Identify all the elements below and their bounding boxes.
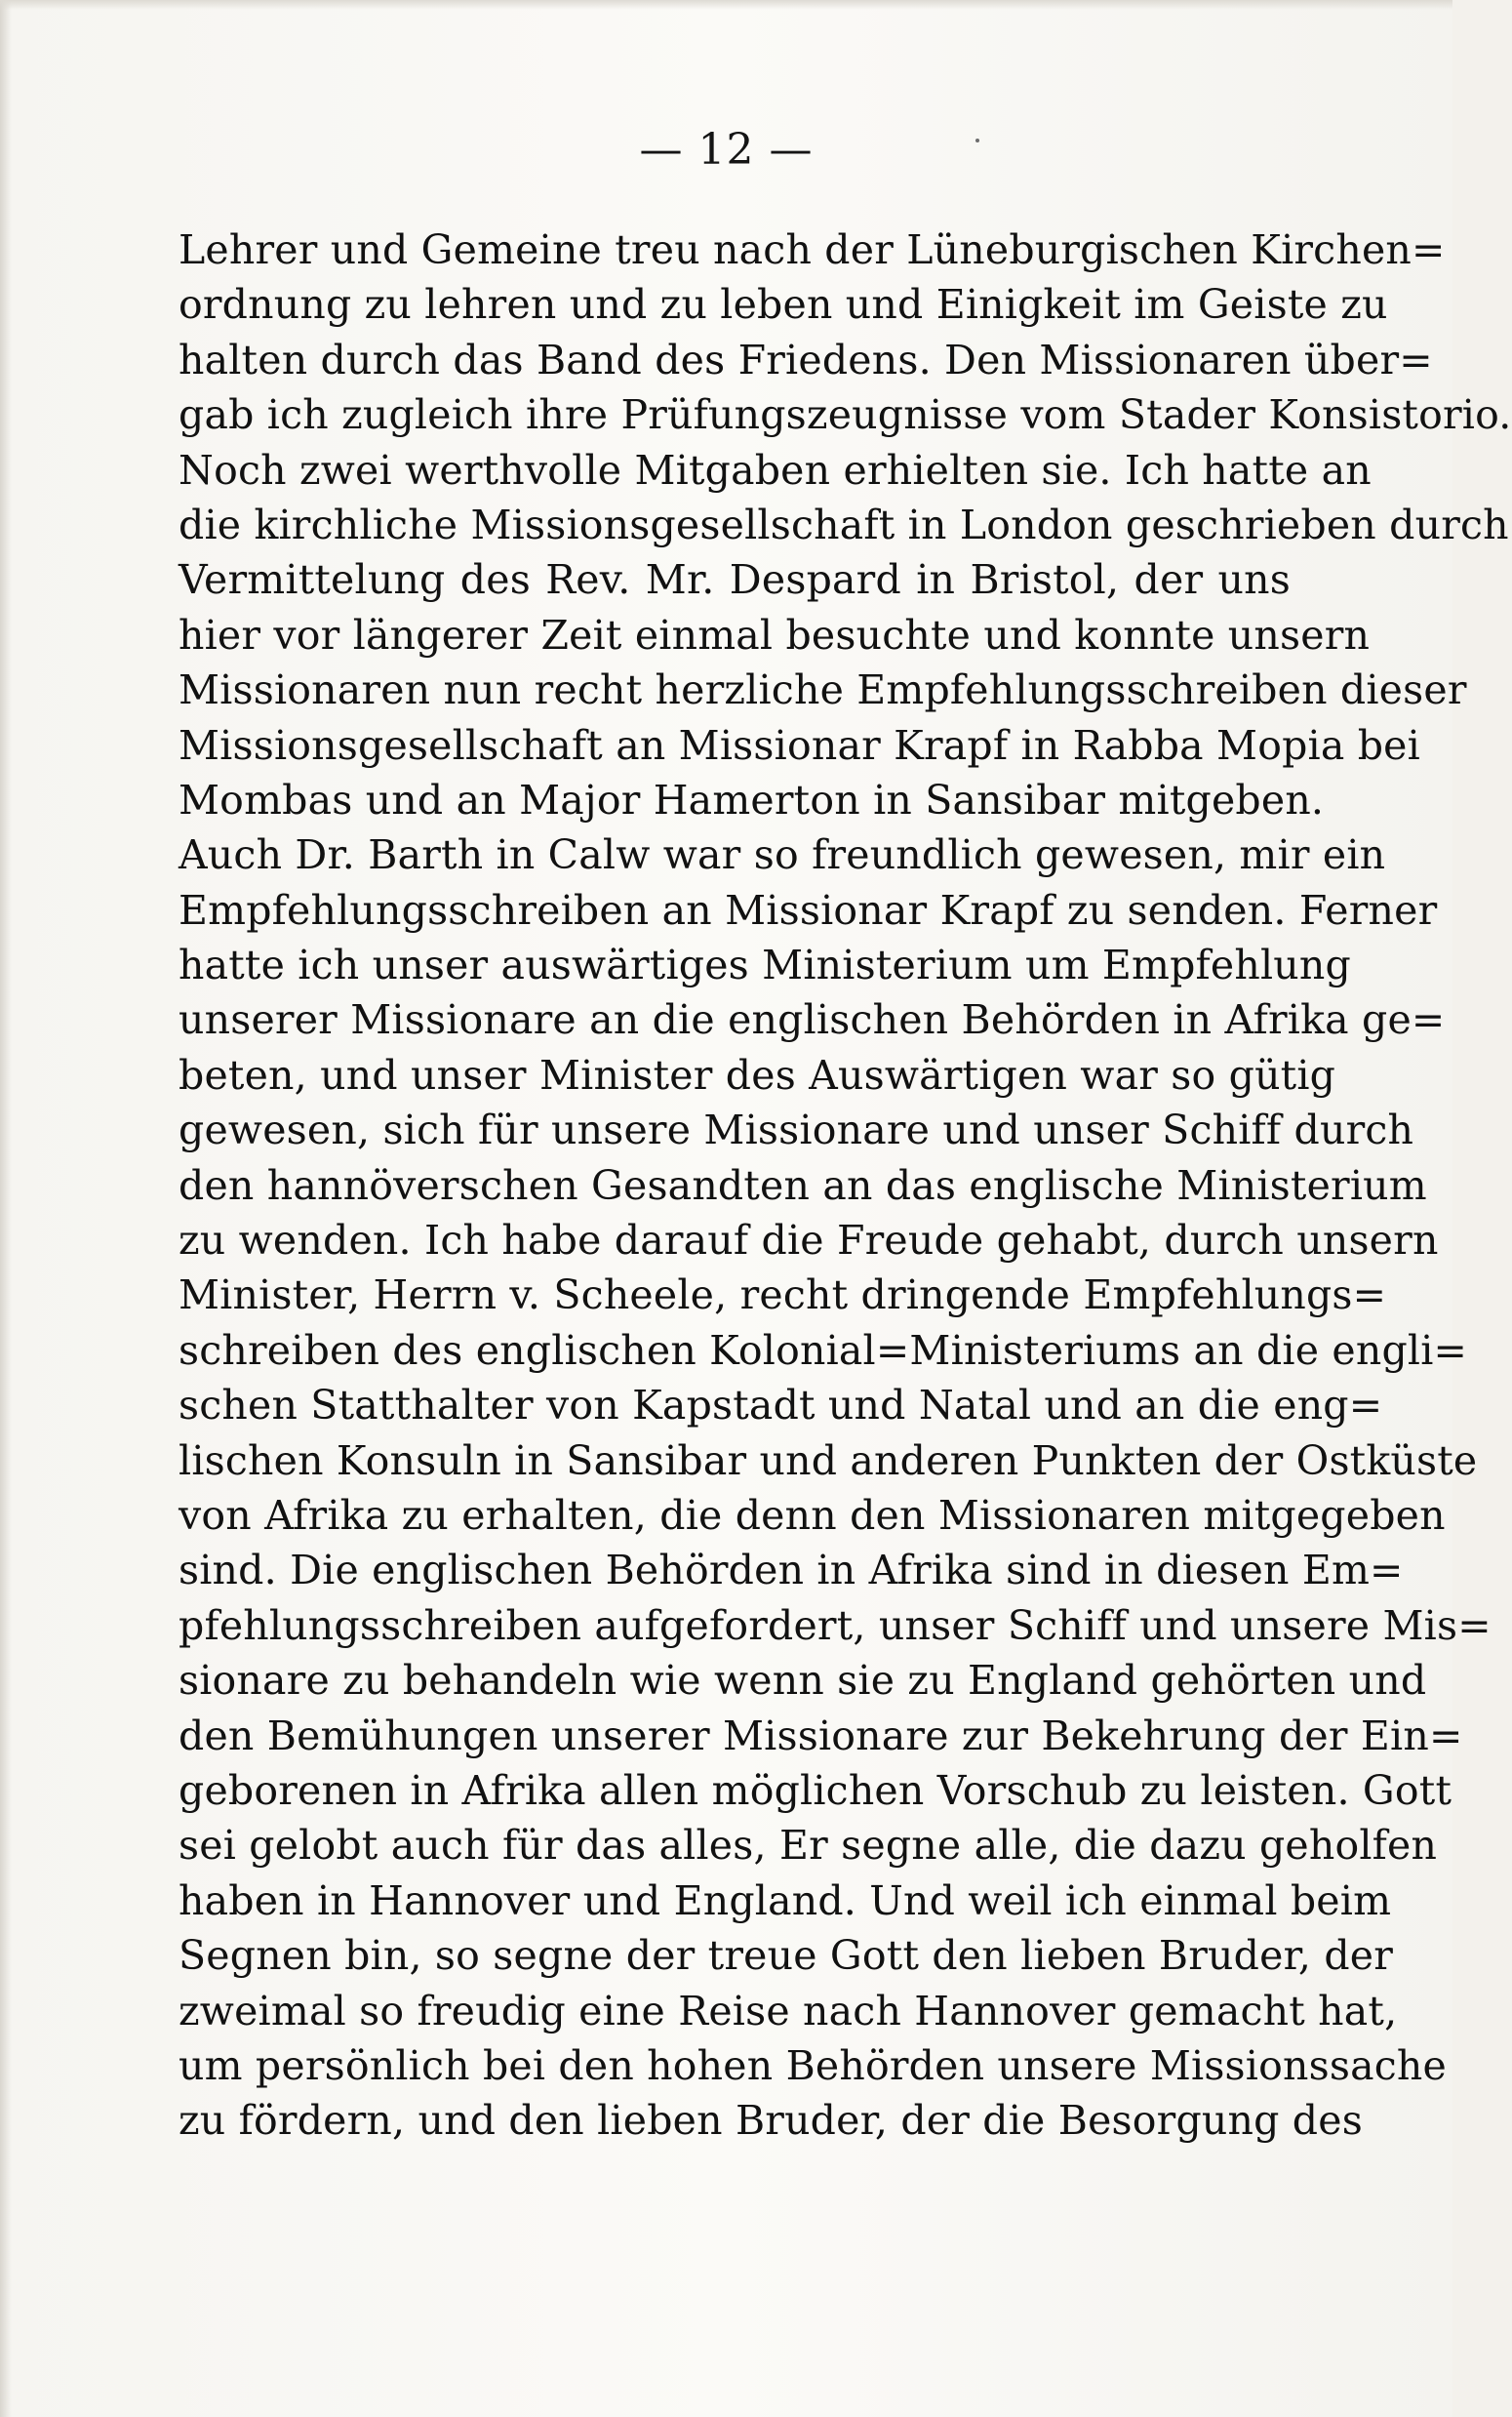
text-line: den hannöverschen Gesandten an das englische Ministerium — [179, 1161, 1427, 1209]
text-line: Missionaren nun recht herzliche Empfehlungsschreiben dieser — [179, 666, 1467, 714]
text-line: um persönlich bei den hohen Behörden unsere Missionssache — [179, 2041, 1447, 2089]
page-shadow-top — [0, 0, 1452, 10]
text-line: von Afrika zu erhalten, die denn den Missionaren mitgegeben — [179, 1491, 1446, 1539]
text-line: unserer Missionare an die englischen Behörden in Afrika ge= — [179, 996, 1446, 1044]
text-line: Minister, Herrn v. Scheele, recht dringende Empfehlungs= — [179, 1271, 1387, 1319]
text-line: sei gelobt auch für das alles, Er segne alle, die dazu geholfen — [179, 1822, 1438, 1870]
text-line: ordnung zu lehren und zu leben und Einigkeit im Geiste zu — [179, 281, 1388, 329]
text-line: hier vor längerer Zeit einmal besuchte und konnte unsern — [179, 611, 1371, 659]
text-line: Auch Dr. Barth in Calw war so freundlich gewesen, mir ein — [179, 831, 1386, 879]
text-line: Missionsgesellschaft an Missionar Krapf in Rabba Mopia bei — [179, 721, 1420, 769]
text-line: den Bemühungen unserer Missionare zur Bekehrung der Ein= — [179, 1712, 1463, 1759]
text-line: Vermittelung des Rev. Mr. Despard in Bristol, der uns — [179, 556, 1291, 604]
text-line: Empfehlungsschreiben an Missionar Krapf zu senden. Ferner — [179, 886, 1438, 934]
text-line: lischen Konsuln in Sansibar und anderen Punkten der Ostküste — [179, 1436, 1478, 1484]
text-line: zweimal so freudig eine Reise nach Hannover gemacht hat, — [179, 1987, 1398, 2034]
text-line: Noch zwei werthvolle Mitgaben erhielten sie. Ich hatte an — [179, 446, 1372, 494]
text-line: gab ich zugleich ihre Prüfungszeugnisse vom Stader Konsistorio. — [179, 391, 1512, 439]
text-line: haben in Hannover und England. Und weil ich einmal beim — [179, 1876, 1392, 1924]
text-line: sind. Die englischen Behörden in Afrika sind in diesen Em= — [179, 1547, 1404, 1594]
text-line: sionare zu behandeln wie wenn sie zu England gehörten und — [179, 1657, 1427, 1705]
page-number: — 12 — — [639, 125, 814, 175]
text-line: schen Statthalter von Kapstadt und Natal und an die eng= — [179, 1382, 1383, 1430]
text-line: hatte ich unser auswärtiges Ministerium um Empfehlung — [179, 942, 1351, 989]
text-line: halten durch das Band des Friedens. Den Missionaren über= — [179, 336, 1433, 383]
text-line: schreiben des englischen Kolonial=Ministeriums an die engli= — [179, 1326, 1468, 1374]
text-line: beten, und unser Minister des Auswärtigen war so gütig — [179, 1051, 1336, 1099]
text-line: pfehlungsschreiben aufgefordert, unser Schiff und unsere Mis= — [179, 1601, 1492, 1649]
text-line: Segnen bin, so segne der treue Gott den lieben Bruder, der — [179, 1932, 1394, 1980]
text-line: gewesen, sich für unsere Missionare und unser Schiff durch — [179, 1107, 1414, 1154]
text-line: die kirchliche Missionsgesellschaft in London geschrieben durch — [179, 501, 1509, 548]
body-text — [179, 222, 1512, 2149]
page-shadow-left — [0, 0, 12, 2417]
text-line: Lehrer und Gemeine treu nach der Lüneburgischen Kirchen= — [179, 226, 1446, 273]
text-line: geborenen in Afrika allen möglichen Vorschub zu leisten. Gott — [179, 1766, 1452, 1814]
text-line: zu fördern, und den lieben Bruder, der die Besorgung des — [179, 2097, 1363, 2145]
text-line: zu wenden. Ich habe darauf die Freude gehabt, durch unsern — [179, 1217, 1439, 1265]
text-line: Mombas und an Major Hamerton in Sansibar mitgeben. — [179, 776, 1325, 824]
